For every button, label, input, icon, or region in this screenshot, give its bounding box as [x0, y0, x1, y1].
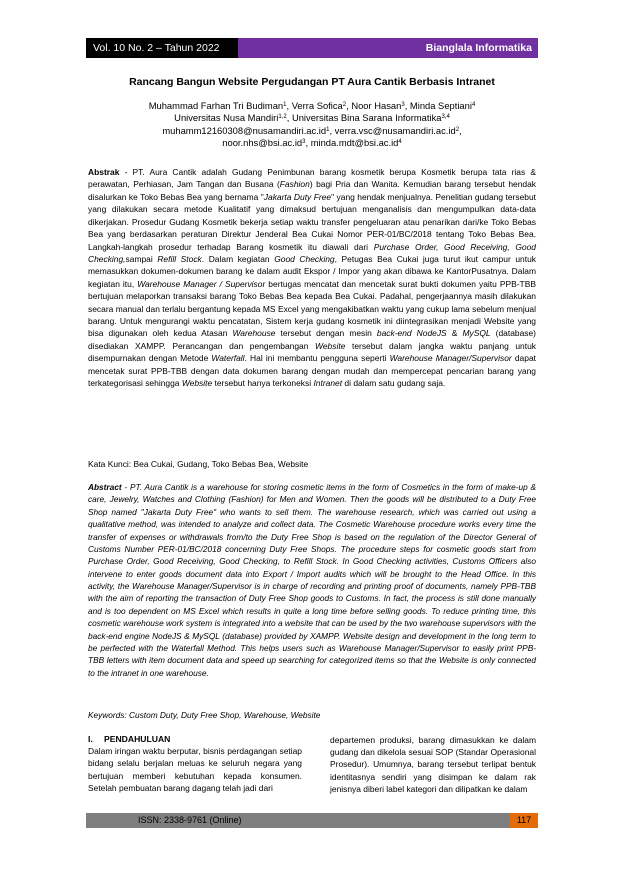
author-sup: 1 — [283, 102, 287, 108]
keywords-indonesian: Kata Kunci: Bea Cukai, Gudang, Toko Bebas Bea, Website — [88, 459, 309, 469]
text-run: tersebut hanya terkoneksi — [212, 378, 314, 389]
email-line: $muhamm12160308@nusamandiri.ac.id^1$, $verra.vsc@nusamandiri.ac.id^2$, — [162, 124, 462, 136]
italic-term: Good Checking — [274, 253, 335, 264]
italic-term: Purchase Order, Good Receiving, Good Checking, — [88, 241, 536, 264]
author-block — [86, 100, 538, 150]
abstract-indonesian — [88, 166, 536, 390]
text-run: sampai — [125, 253, 158, 264]
author-email[interactable]: minda.mdt@bsi.ac.id — [310, 137, 399, 149]
author-name: Minda Septiani — [409, 100, 472, 111]
text-run: tersebut dalam jangka waktu panjang untuk disempurnakan dengan Metode — [88, 340, 537, 364]
author-email[interactable]: noor.nhs@bsi.ac.id — [222, 137, 303, 149]
author-name: Verra Sofica — [291, 100, 343, 111]
intro-paragraph: Dalam iringan waktu berputar, bisnis perdagangan setiap bidang selalu berjalan meluas ke seluruh negara yang bertujuan memberi kebutuhan kepada konsumen. Setelah pembuatan barang dagang telah jadi dari — [88, 746, 302, 793]
abstract-label: Abstrak — [88, 167, 120, 177]
italic-term: MySQL — [462, 328, 491, 339]
italic-term: Warehouse Manager / Supervisor — [137, 278, 266, 289]
abstract-body — [88, 167, 536, 388]
abstract-body: - PT. Aura Cantik is a warehouse for storing cosmetic items in the form of Cosmetics in the form of make-up & care, Jewelry, Watches and Clothing (Fashion) for Men and Women. Then the goods will be distributed to a Duty Free Shop named "Jakarta Duty Free" who wants to sell them. The warehouse research, which was carried out using a qualitative method, was intended to analyze and collect data. The Cosmetic Warehouse procedure works every time the transfer of expenses or withdrawals from/to the Duty Free Shop is based on the regulation of the Director General of Customs Number PER-01/BC/2018 concerning Duty Free Shops. The procedure steps for cosmetic goods start from Purchase Order, Good Receiving, Good Checking, to Refill Stock. In Good Checking activities, Customs Officers also intervene to enter goods document data into Export / Import audits which will be brought to the Head Office. In this activity, the Warehouse Manager/Supervisor is in charge of recording and printing proof of documents, namely PPB-TBB with the aim of reporting the transaction of Duty Free Shop goods to Customs. In fact, the process is still done manually and is too dependent on MS Excel which results in quite a long time before selling goods. To reduce printing time, this cosmetic warehouse work system is integrated into a website that can be used by the two warehouse supervisors with the back-end engine NodeJS & MySQL (database) provided by XAMPP. Website design and development in the long term to be perfected with the Waterfall Method. This helps users such as Warehouse Manager/Supervisor to easily print PPB-TBB letters with item document data and speed up searching for categorized items so that the Website is only connected to the intranet in one warehouse. — [88, 482, 536, 678]
author-sup: 2 — [342, 102, 347, 108]
affiliation-line: Universitas Nusa Mandiri$^{1,2}$, Universitas Bina Sarana Informatika$^{3,4}$ — [174, 112, 450, 124]
email-line: $noor.nhs@bsi.ac.id^3$, $minda.mdt@bsi.ac.id^4$ — [222, 137, 402, 149]
paper-title: Rancang Bangun Website Pergudangan PT Aura Cantik Berbasis Intranet — [129, 76, 495, 88]
intro-column-right — [330, 734, 536, 795]
affiliation-sup: 3,4 — [441, 114, 450, 121]
intro-column-left — [88, 733, 302, 794]
italic-term: Waterfall — [211, 353, 245, 364]
journal-header — [86, 38, 538, 58]
italic-term: back-end NodeJS — [376, 328, 447, 339]
keywords-english: Keywords: Custom Duty, Duty Free Shop, Warehouse, Website — [88, 710, 321, 720]
text-run: ) bagi Pria dan Wanita. Kemudian barang tersebut hendak disalurkan ke Toko Bebas Bea yang bernama " — [88, 179, 537, 202]
author-sup: 4 — [471, 102, 476, 108]
journal-name: Bianglala Informatika — [238, 38, 538, 58]
affiliation: Universitas Nusa Mandiri — [174, 112, 279, 124]
section-heading — [88, 733, 302, 745]
text-run: - PT. Aura Cantik adalah Gudang Penimbunan barang kosmetik berupa Kosmetik berupa tata rias & perawatan, Perhiasan, Jam Tangan dan Busana ( — [88, 167, 536, 190]
page-number: 117 — [510, 813, 538, 828]
author-name: Noor Hasan — [351, 100, 402, 111]
text-run: . Dalam kegiatan — [201, 253, 275, 264]
italic-term: Jakarta Duty Free — [263, 191, 332, 202]
author-list: Muhammad Farhan Tri Budiman$^1$, Verra Sofica$^2$, Noor Hasan$^3$, Minda Septiani$^4$ — [148, 100, 476, 111]
text-run: bertugas mencatat dan mencetak surat bukti dokumen yaitu PPB-TBB bertujuan melaporkan transaksi barang Toko Bebas Bea kepada Bea Cukai. Padahal, pengerjaannya masih dilakukan secara manual dan terlalu bergantung kepada MS Excel yang mengakibatkan waktu yang cukup lama sebelum menjual barang. Untuk mengurangi waktu pencatatan, Sistem kerja gudang kosmetik ini diintegrasikan menjadi Website yang bisa digunakan oleh kedua Atasan — [88, 278, 536, 339]
email-sup: 1 — [326, 126, 330, 133]
email-sup: 3 — [302, 139, 306, 146]
italic-term: Website — [315, 340, 346, 351]
affiliation: Universitas Bina Sarana Informatika — [291, 112, 442, 124]
affiliation-sup: 1,2 — [278, 114, 287, 121]
author-name: Muhammad Farhan Tri Budiman — [148, 100, 284, 111]
email-sup: 4 — [398, 139, 402, 146]
volume-label: Vol. 10 No. 2 – Tahun 2022 — [86, 38, 238, 58]
author-sup: 3 — [401, 102, 405, 108]
page-footer — [86, 813, 538, 828]
text-run: . Hal ini membantu pengguna seperti — [244, 353, 390, 364]
section-title: PENDAHULUAN — [104, 734, 171, 744]
abstract-label: Abstract — [88, 482, 122, 492]
text-run: " yang hendak menjualnya. Penelitian gudang tersebut yang dilakukan secara metode Kualitatif yang dimaksud bertujuan menganalisis dan mengumpulkan data-data dikerjakan. Prosedur Gudang Kosmetik bekerja setiap waktu transfer pengeluaran atau penarikan dari/ke Toko Bebas Bea yang berdasarkan peraturan Direktur Jenderal Bea Cukai Nomor PER-01/BC/2018 tentang Toko Bebas Bea. Langkah-langkah prosedur terhadap Barang kosmetik itu diawali dari — [88, 191, 536, 252]
section-number: I. — [88, 734, 93, 744]
italic-term: Warehouse — [232, 328, 276, 339]
author-email[interactable]: verra.vsc@nusamandiri.ac.id — [334, 124, 456, 136]
issn-label: ISSN: 2338-9761 (Online) — [86, 813, 510, 828]
italic-term: Website — [181, 378, 213, 389]
author-email[interactable]: muhamm12160308@nusamandiri.ac.id — [162, 124, 327, 136]
email-sup: 2 — [455, 126, 460, 133]
abstract-english — [88, 481, 536, 679]
italic-term: Intranet — [313, 378, 343, 389]
text-run: di dalam satu gudang saja. — [342, 378, 446, 389]
text-run: , Petugas Bea Cukai juga turut ikut campur untuk memasukkan dokumen-dokumen barang ke dalam audit Ekspor / Impor yang akan dibawa ke KantorPusatnya. Dalam kegiatan itu, — [88, 253, 536, 289]
italic-term: Warehouse Manager/Supervisor — [389, 353, 512, 364]
text-run: & — [446, 328, 463, 339]
text-run: tersebut dengan mesin — [275, 328, 377, 339]
intro-paragraph: departemen produksi, barang dimasukkan ke dalam gudang dan dikelola sesuai SOP (Standar Operasional Prosedur). Umumnya, barang tersebut terlipat bentuk identitasnya sendiri yang disimpan ke dalam rak jenisnya diberi label kategori dan dilipatkan ke dalam — [330, 735, 536, 794]
italic-term: Fashion — [279, 179, 310, 190]
text-run: dapat mencetak surat PPB-TBB dengan data dokumen barang dengan mudah dan mempercepat pencarian barang yang terkategorisasi sehingga — [88, 353, 536, 389]
italic-term: Refill Stock — [157, 253, 202, 264]
text-run: (database) disediakan XAMPP. Perancangan dan pengembangan — [88, 328, 536, 351]
